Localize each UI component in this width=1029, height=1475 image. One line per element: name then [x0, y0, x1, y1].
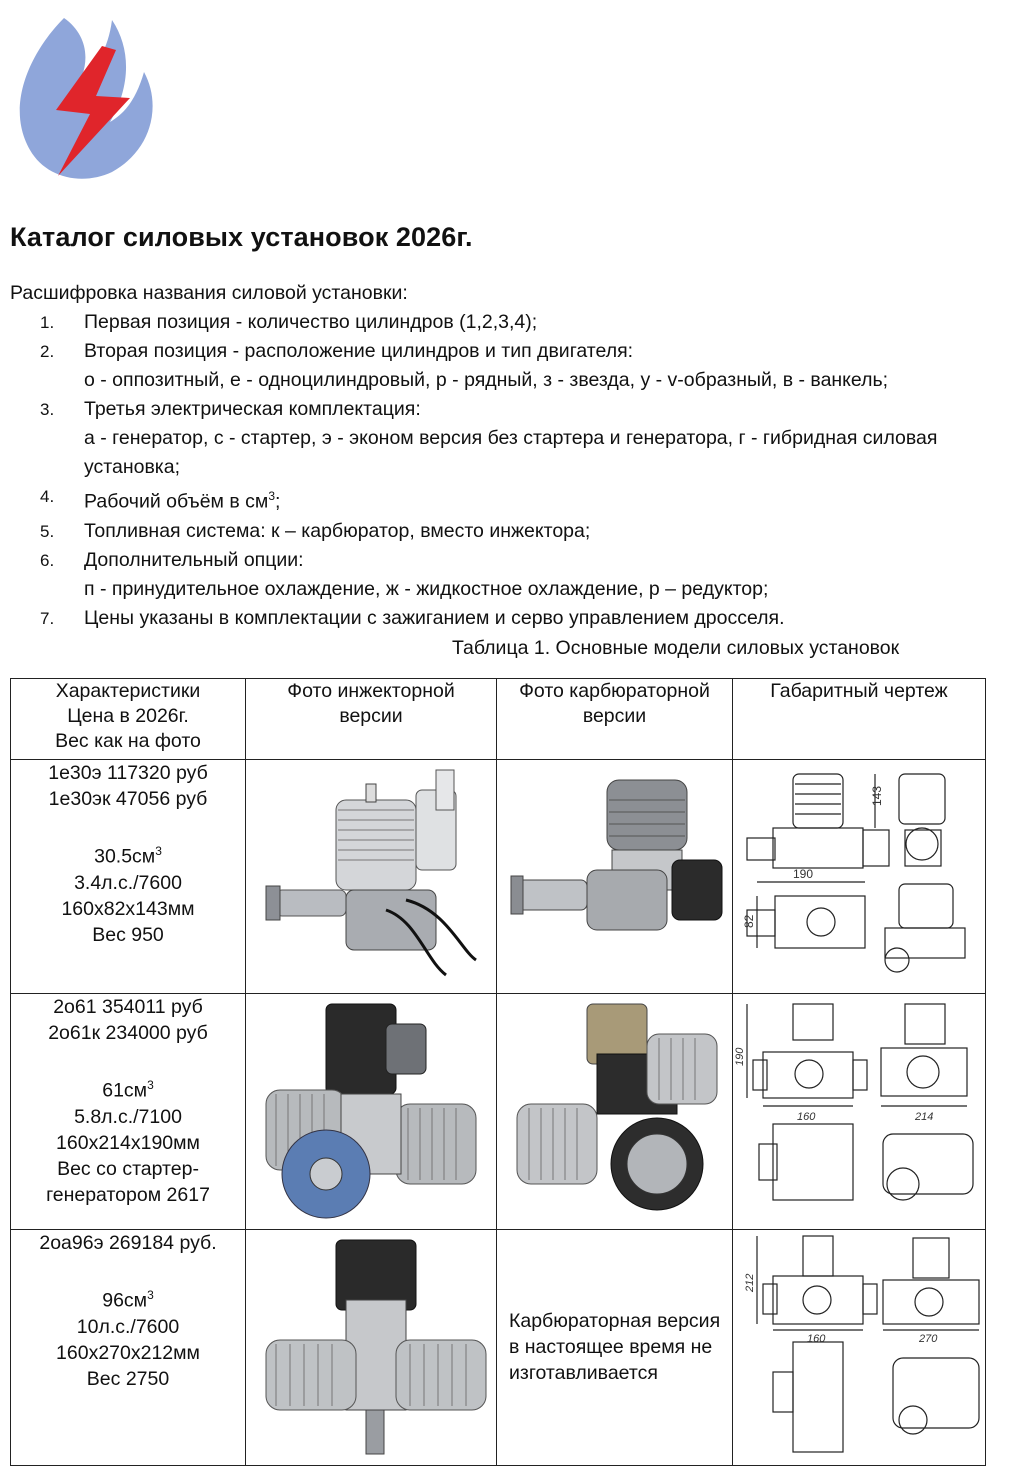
svg-text:212: 212 [744, 1273, 756, 1292]
carb-photo-cell [497, 760, 733, 994]
decode-intro: Расшифровка названия силовой установки: [10, 282, 408, 304]
list-item: 5. Топливная система: к – карбюратор, вместо инжектора; [40, 519, 591, 542]
carb-not-produced-note: Карбюраторная версия в настоящее время не изготавливается [509, 1310, 721, 1384]
table-row [11, 994, 986, 1230]
svg-text:143: 143 [870, 785, 884, 806]
list-item: 1. Первая позиция - количество цилиндров (1,2,3,4); [40, 311, 538, 333]
carb-photo-cell [497, 994, 733, 1230]
svg-text:160: 160 [807, 1333, 826, 1345]
engine-photo [246, 1230, 496, 1464]
drawing-cell [733, 1230, 986, 1466]
svg-text:214: 214 [915, 1111, 934, 1123]
engine-photo [246, 760, 496, 992]
spec-cell: 1е30э 117320 руб 1е30эк 47056 руб $30.5см^3$ 3.4л.с./7600 160х82х143мм Вес 950 [11, 760, 246, 994]
svg-text:160: 160 [797, 1111, 816, 1123]
engine-photo [497, 994, 732, 1228]
decode-list [40, 308, 1025, 633]
table-row [11, 760, 986, 994]
list-item: 3. Третья электрическая комплектация: а - генератор, с - стартер, э - эконом версия без стартера и генератора, г - гибридная силовая установка; [40, 398, 938, 478]
page-title: Каталог силовых установок 2026г. [10, 222, 473, 252]
drawing-cell [733, 760, 986, 994]
list-item: 2. Вторая позиция - расположение цилиндров и тип двигателя: о - оппозитный, е - одноцилиндровый, р - рядный, з - звезда, у - v-образный, в - ванкель; [40, 340, 889, 391]
dimension-drawing [733, 760, 985, 992]
list-item: 4. Рабочий объём в $см^3$; [40, 487, 281, 513]
svg-text:190: 190 [734, 1047, 746, 1066]
header-characteristics: Характеристики Цена в 2026г. Вес как на фото [11, 679, 246, 760]
header-drawing: Габаритный чертеж [733, 679, 986, 760]
company-logo [12, 10, 162, 180]
carb-note-cell [497, 1230, 733, 1466]
spec-cell: 2оа96э 269184 руб. $96см^3$ 10л.с./7600 160х270х212мм Вес 2750 [11, 1230, 246, 1466]
table-header-row [11, 679, 986, 760]
engine-photo [246, 994, 496, 1228]
header-carb-photo: Фото карбюраторной версии [497, 679, 733, 760]
list-item: 7. Цены указаны в комплектации с зажиганием и серво управлением дросселя. [40, 606, 785, 629]
engine-photo [497, 760, 732, 992]
dimension-drawing [733, 1230, 985, 1464]
list-item: 6. Дополнительный опции: п - принудительное охлаждение, ж - жидкостное охлаждение, р – редуктор; [40, 548, 769, 600]
table-caption: Таблица 1. Основные модели силовых установок [452, 637, 900, 659]
injector-photo-cell [246, 994, 497, 1230]
injector-photo-cell [246, 1230, 497, 1466]
dimension-drawing [733, 994, 985, 1228]
spec-cell: 2о61 354011 руб 2о61к 234000 руб $61см^3$ 5.8л.с./7100 160х214х190мм Вес со стартер- генератором 2617 [11, 994, 246, 1230]
drawing-cell [733, 994, 986, 1230]
injector-photo-cell [246, 760, 497, 994]
header-injector-photo: Фото инжекторной версии [246, 679, 497, 760]
svg-text:82: 82 [742, 914, 756, 928]
models-table [10, 678, 986, 1466]
svg-text:270: 270 [919, 1333, 938, 1345]
table-row [11, 1230, 986, 1466]
svg-text:190: 190 [793, 867, 814, 881]
